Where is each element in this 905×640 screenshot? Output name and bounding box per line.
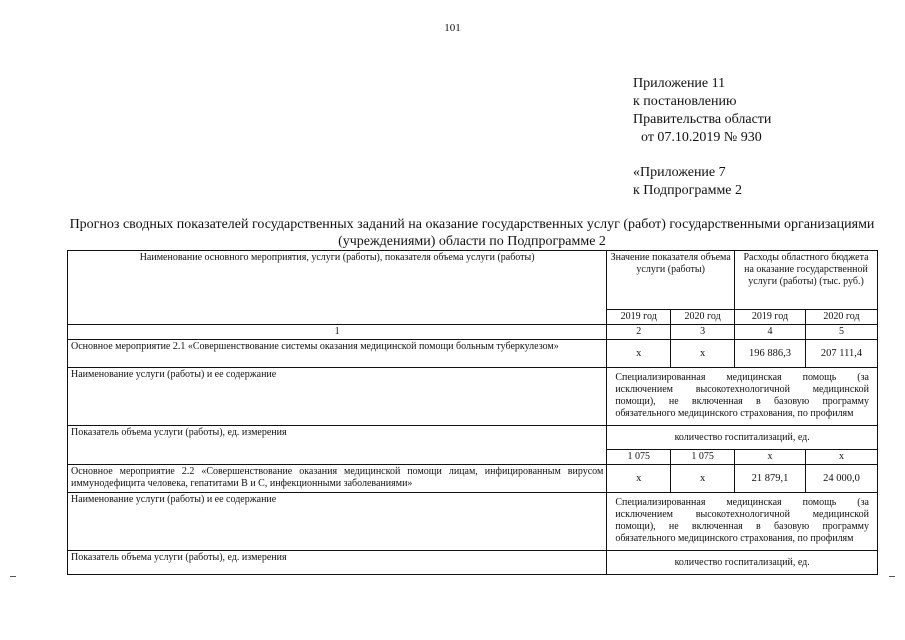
service-label: Наименование услуги (работы) и ее содержание xyxy=(68,493,607,551)
header-year-cell: 2019 год xyxy=(607,310,671,325)
indicator-label: Показатель объема услуги (работы), ед. измерения xyxy=(68,551,607,575)
expense-cell: х xyxy=(735,450,806,465)
column-number: 1 xyxy=(68,325,607,340)
table-row xyxy=(68,426,878,450)
value-cell: х xyxy=(607,465,671,493)
forecast-table xyxy=(67,250,878,575)
appendix-line: к Подпрограмме 2 xyxy=(633,183,743,198)
indicator-content: количество госпитализаций, ед. xyxy=(607,551,878,575)
table-row xyxy=(68,465,878,493)
scan-mark xyxy=(889,576,895,577)
appendix-block-2 xyxy=(633,164,742,200)
service-label: Наименование услуги (работы) и ее содержание xyxy=(68,368,607,426)
expense-cell: 207 111,4 xyxy=(805,340,877,368)
appendix-block xyxy=(633,75,771,147)
table-row xyxy=(68,493,878,551)
header-name-cell: Наименование основного мероприятия, услуги (работы), показателя объема услуги (работы) xyxy=(68,251,607,325)
page-number: 101 xyxy=(444,22,461,34)
service-content: Специализированная медицинская помощь (за исключением высокотехнологичной медицинской помощи), не включенная в базовую программу обязательного медицинского страхования, по профилям xyxy=(607,368,878,426)
table-row xyxy=(68,340,878,368)
indicator-label: Показатель объема услуги (работы), ед. измерения xyxy=(68,426,607,465)
activity-name: Основное мероприятие 2.1 «Совершенствование системы оказания медицинской помощи больным туберкулезом» xyxy=(68,340,607,368)
header-value-cell: Значение показателя объема услуги (работы) xyxy=(607,251,735,310)
header-year-cell: 2019 год xyxy=(735,310,806,325)
expense-cell: х xyxy=(805,450,877,465)
column-number: 5 xyxy=(805,325,877,340)
appendix-line: «Приложение 7 xyxy=(633,165,726,180)
header-year-cell: 2020 год xyxy=(671,310,735,325)
value-cell: 1 075 xyxy=(607,450,671,465)
table-row xyxy=(68,551,878,575)
header-year-cell: 2020 год xyxy=(805,310,877,325)
value-cell: 1 075 xyxy=(671,450,735,465)
expense-cell: 21 879,1 xyxy=(735,465,806,493)
header-expense-cell: Расходы областного бюджета на оказание государственной услуги (работы) (тыс. руб.) xyxy=(735,251,878,310)
service-content: Специализированная медицинская помощь (за исключением высокотехнологичной медицинской помощи), не включенная в базовую программу обязательного медицинского страхования, по профилям xyxy=(607,493,878,551)
table-row xyxy=(68,368,878,426)
appendix-line: Приложение 11 xyxy=(633,76,726,91)
column-number: 4 xyxy=(735,325,806,340)
expense-cell: 196 886,3 xyxy=(735,340,806,368)
indicator-content: количество госпитализаций, ед. xyxy=(607,426,878,450)
value-cell: х xyxy=(671,465,735,493)
value-cell: х xyxy=(607,340,671,368)
column-number: 2 xyxy=(607,325,671,340)
appendix-line: к постановлению xyxy=(633,94,737,109)
column-number: 3 xyxy=(671,325,735,340)
appendix-line: от 07.10.2019 № 930 xyxy=(641,130,762,145)
value-cell: х xyxy=(671,340,735,368)
activity-name: Основное мероприятие 2.2 «Совершенствование оказания медицинской помощи лицам, инфицированным вирусом иммунодефицита человека, гепатитами В и С, инфекционными заболеваниями» xyxy=(68,465,607,493)
document-title: Прогноз сводных показателей государственных заданий на оказание государственных услуг (работ) государственными организациями (учреждениями) области по Подпрограмме 2 xyxy=(69,217,875,249)
expense-cell: 24 000,0 xyxy=(805,465,877,493)
scan-mark xyxy=(10,576,16,577)
appendix-line: Правительства области xyxy=(633,112,772,127)
